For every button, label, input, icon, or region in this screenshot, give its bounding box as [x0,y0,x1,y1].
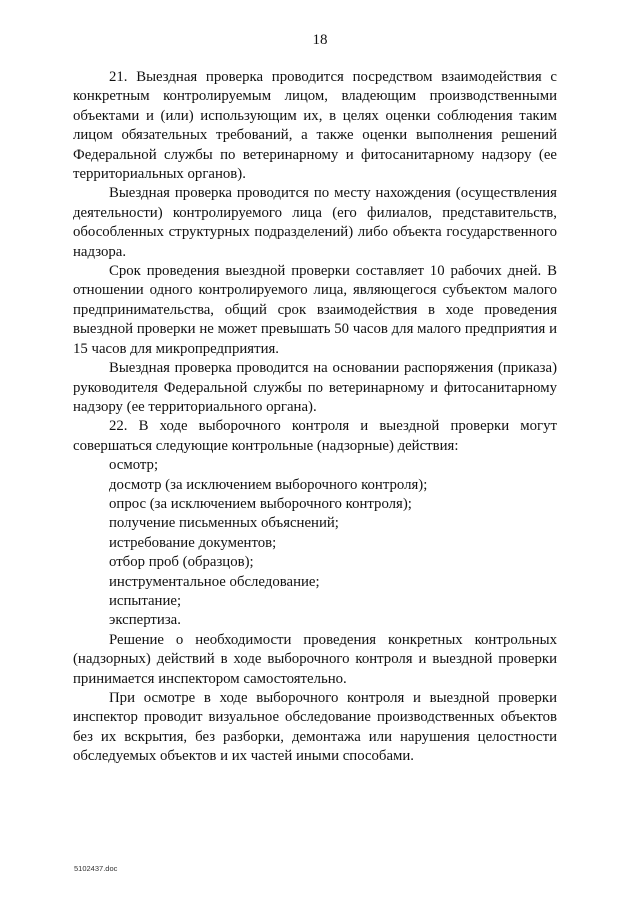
list-item: получение письменных объяснений; [109,515,339,532]
control-actions-list [73,456,557,631]
list-item: истребование документов; [109,534,277,551]
list-item: отбор проб (образцов); [109,554,254,571]
list-item: инструментальное обследование; [109,573,320,590]
page-number: 18 [312,32,328,48]
list-item: опрос (за исключением выборочного контроля); [109,495,412,512]
document-body [73,68,557,767]
list-item: испытание; [109,592,182,609]
paragraph-decision-by-inspector: Решение о необходимости проведения конкретных контрольных (надзорных) действий в ходе выборочного контроля и выездной проверки принимается инспектором самостоятельно. [73,631,557,687]
list-item: экспертиза. [109,612,181,629]
paragraph-inspection-duration: Срок проведения выездной проверки составляет 10 рабочих дней. В отношении одного контролируемого лица, являющегося субъектом малого предпринимательства, общий срок взаимодействия в ходе проведения выездной проверки не может превышать 50 часов для малого предприятия и 15 часов для микропредприятия. [73,263,557,357]
list-item: досмотр (за исключением выборочного контроля); [109,476,428,493]
paragraph-inspection-basis: Выездная проверка проводится на основании распоряжения (приказа) руководителя Федеральной службы по ветеринарному и фитосанитарному надзору (ее территориального органа). [73,360,557,415]
paragraph-22-control-actions: 22. В ходе выборочного контроля и выездной проверки могут совершаться следующие контрольные (надзорные) действия: [73,418,557,454]
paragraph-visual-examination: При осмотре в ходе выборочного контроля и выездной проверки инспектор проводит визуальное обследование производственных объектов без их вскрытия, без разборки, демонтажа или нарушения целостности обследуемых объектов и их частей иными способами. [73,690,557,765]
file-name-footer: 5102437.doc [74,864,118,873]
paragraph-inspection-location: Выездная проверка проводится по месту нахождения (осуществления деятельности) контролируемого лица (его филиалов, представительств, обособленных структурных подразделений) либо объекта государственного надзора. [73,185,557,260]
list-item: осмотр; [109,457,159,474]
paragraph-21-field-inspection: 21. Выездная проверка проводится посредством взаимодействия с конкретным контролируемым лицом, владеющим производственными объектами и (или) использующим их, в целях оценки соблюдения таким лицом обязательных требований, а также оценки выполнения решений Федеральной службы по ветеринарному и фитосанитарному надзору (ее территориальных органов). [73,69,557,183]
